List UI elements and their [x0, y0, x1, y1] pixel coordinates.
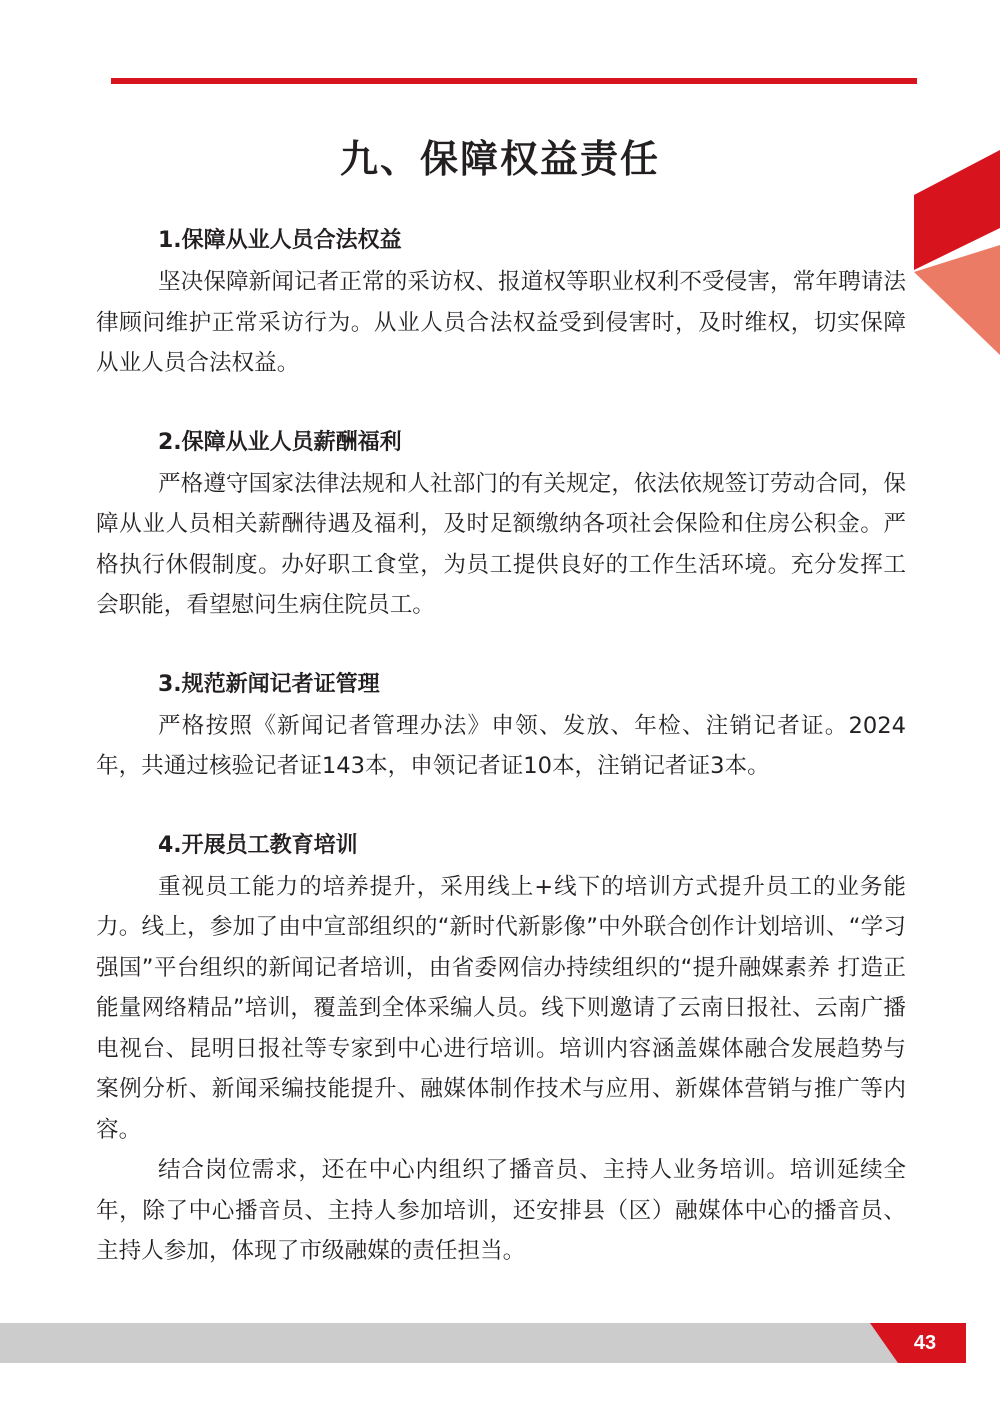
section-4: [96, 829, 906, 1272]
section-paragraph: 结合岗位需求，还在中心内组织了播音员、主持人业务培训。培训延续全年，除了中心播音员、主持人参加培训，还安排县（区）融媒体中心的播音员、主持人参加，体现了市级融媒的责任担当。: [96, 1157, 906, 1264]
main-content: [96, 224, 906, 1272]
page-title: 九、保障权益责任: [339, 136, 660, 181]
section-heading: 3.规范新闻记者证管理: [158, 671, 380, 697]
section-paragraph: 坚决保障新闻记者正常的采访权、报道权等职业权利不受侵害，常年聘请法律顾问维护正常采访行为。从业人员合法权益受到侵害时，及时维权，切实保障从业人员合法权益。: [96, 269, 906, 376]
section-paragraph: 重视员工能力的培养提升，采用线上+线下的培训方式提升员工的业务能力。线上，参加了由中宣部组织的“新时代新影像”中外联合创作计划培训、“学习强国”平台组织的新闻记者培训，由省委网信办持续组织的“提升融媒素养 打造正能量网络精品”培训，覆盖到全体采编人员。线下则邀请了云南日报社、云南广播电视台、昆明日报社等专家到中心进行培训。培训内容涵盖媒体融合发展趋势与案例分析、新闻采编技能提升、融媒体制作技术与应用、新媒体营销与推广等内容。: [96, 873, 906, 1143]
section-2: [96, 426, 906, 626]
section-heading: 4.开展员工教育培训: [158, 832, 358, 858]
corner-decoration: [914, 150, 1000, 355]
page-number: 43: [913, 1332, 937, 1354]
section-paragraph: 严格遵守国家法律法规和人社部门的有关规定，依法依规签订劳动合同，保障从业人员相关薪酬待遇及福利，及时足额缴纳各项社会保险和住房公积金。严格执行休假制度。办好职工食堂，为员工提供良好的工作生活环境。充分发挥工会职能，看望慰问生病住院员工。: [96, 470, 906, 618]
footer-gray-bar: [0, 1323, 905, 1363]
top-red-rule: [111, 78, 917, 84]
section-3: [96, 668, 906, 787]
section-heading: 2.保障从业人员薪酬福利: [158, 429, 402, 455]
section-1: [96, 224, 906, 384]
section-heading: 1.保障从业人员合法权益: [158, 228, 402, 253]
section-paragraph: 严格按照《新闻记者管理办法》申领、发放、年检、注销记者证。2024年，共通过核验记者证143本，申领记者证10本，注销记者证3本。: [96, 712, 906, 779]
